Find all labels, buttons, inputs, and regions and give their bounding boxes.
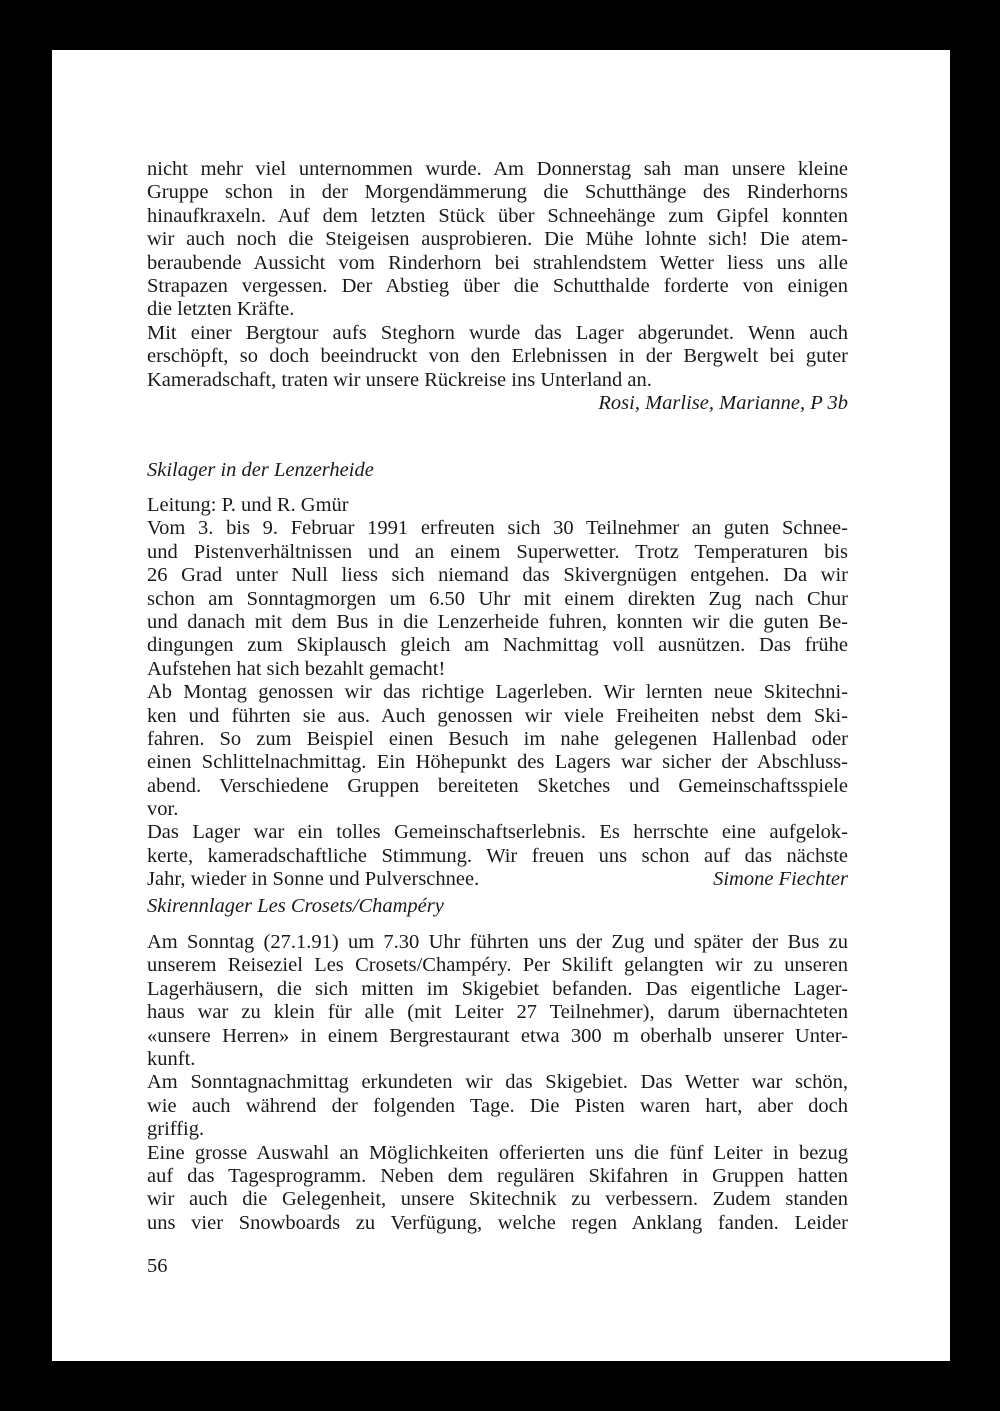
text-block-champery <box>147 931 848 1235</box>
text-line: und danach mit dem Bus in die Lenzerheide fuhren, konnten wir die guten Be- <box>147 610 848 633</box>
text-block-lenzerheide <box>147 494 848 892</box>
text-line: Ab Montag genossen wir das richtige Lagerleben. Wir lernten neue Skitechni- <box>147 681 848 704</box>
text-line: Strapazen vergessen. Der Abstieg über die Schutthalde forderte von einigen <box>147 274 848 297</box>
text-line: auf das Tagesprogramm. Neben dem regulären Skifahren in Gruppen hatten <box>147 1164 848 1187</box>
text-line: abend. Verschiedene Gruppen bereiteten Sketches und Gemeinschaftsspiele <box>147 774 848 797</box>
text-line: dingungen zum Skiplausch gleich am Nachmittag voll ausnützen. Das frühe <box>147 634 848 657</box>
text-line <box>147 868 848 891</box>
text-line: einen Schlittelnachmittag. Ein Höhepunkt des Lagers war sicher der Abschluss- <box>147 751 848 774</box>
text-line: vor. <box>147 798 179 821</box>
text-line: hinaufkraxeln. Auf dem letzten Stück über Schneehänge zum Gipfel konnten <box>147 204 848 227</box>
text-block-rinderhorn <box>147 158 848 415</box>
section-heading-lenzerheide: Skilager in der Lenzerheide <box>147 459 374 481</box>
text-line: unserem Reiseziel Les Crosets/Champéry. Per Skilift gelangten wir zu unseren <box>147 954 848 977</box>
text-line: Am Sonntagnachmittag erkundeten wir das Skigebiet. Das Wetter war schön, <box>147 1071 848 1094</box>
text-line: Mit einer Bergtour aufs Steghorn wurde das Lager abgerundet. Wenn auch <box>147 321 848 344</box>
text-line: «unsere Herren» in einem Bergrestaurant etwa 300 m oberhalb unserer Unter- <box>147 1024 848 1047</box>
text-line: nicht mehr viel unternommen wurde. Am Donnerstag sah man unsere kleine <box>147 158 848 180</box>
signature: Rosi, Marlise, Marianne, P 3b <box>598 391 848 414</box>
text-line: schon am Sonntagmorgen um 6.50 Uhr mit einem direkten Zug nach Chur <box>147 587 848 610</box>
text-line: kunft. <box>147 1047 196 1070</box>
text-line: Aufstehen hat sich bezahlt gemacht! <box>147 657 446 680</box>
text-line: uns vier Snowboards zu Verfügung, welche regen Anklang fanden. Leider <box>147 1211 848 1234</box>
text-line: wir auch noch die Steigeisen ausprobieren. Die Mühe lohnte sich! Die atem- <box>147 228 848 251</box>
text-line: Leitung: P. und R. Gmür <box>147 494 349 516</box>
text-line: ken und führten sie aus. Auch genossen wir viele Freiheiten nebst dem Ski- <box>147 704 848 727</box>
text-line: wir auch die Gelegenheit, unsere Skitechnik zu verbessern. Zudem standen <box>147 1188 848 1211</box>
text-line: fahren. So zum Beispiel einen Besuch im nahe gelegenen Hallenbad oder <box>147 727 848 750</box>
page-number: 56 <box>147 1255 168 1277</box>
text-line: die letzten Kräfte. <box>147 298 295 321</box>
text-line: Gruppe schon in der Morgendämmerung die Schutthänge des Rinderhorns <box>147 181 848 204</box>
signature: Simone Fiechter <box>713 868 848 891</box>
text-line: Am Sonntag (27.1.91) um 7.30 Uhr führten uns der Zug und später der Bus zu <box>147 931 848 953</box>
text-line: und Pistenverhältnissen und an einem Superwetter. Trotz Temperaturen bis <box>147 540 848 563</box>
text-line: Vom 3. bis 9. Februar 1991 erfreuten sich 30 Teilnehmer an guten Schnee- <box>147 517 848 540</box>
text-line: Lagerhäusern, die sich mitten im Skigebiet befanden. Das eigentliche Lager- <box>147 977 848 1000</box>
text-line: haus war zu klein für alle (mit Leiter 27 Teilnehmer), darum übernachteten <box>147 1001 848 1024</box>
text-line: erschöpft, so doch beeindruckt von den Erlebnissen in der Bergwelt bei guter <box>147 345 848 368</box>
section-heading-champery: Skirennlager Les Crosets/Champéry <box>147 895 444 917</box>
text-line: Das Lager war ein tolles Gemeinschaftserlebnis. Es herrschte eine aufgelok- <box>147 821 848 844</box>
text-line: Kameradschaft, traten wir unsere Rückreise ins Unterland an. <box>147 368 652 391</box>
text-line-content: Jahr, wieder in Sonne und Pulverschnee. <box>147 868 480 891</box>
text-line: kerte, kameradschaftliche Stimmung. Wir freuen uns schon auf das nächste <box>147 844 848 867</box>
text-line: griffig. <box>147 1118 205 1141</box>
text-line: 26 Grad unter Null liess sich niemand das Skivergnügen entgehen. Da wir <box>147 564 848 587</box>
text-line: beraubende Aussicht vom Rinderhorn bei strahlendstem Wetter liess uns alle <box>147 251 848 274</box>
text-line: Eine grosse Auswahl an Möglichkeiten offerierten uns die fünf Leiter in bezug <box>147 1141 848 1164</box>
text-line: wie auch während der folgenden Tage. Die Pisten waren hart, aber doch <box>147 1094 848 1117</box>
